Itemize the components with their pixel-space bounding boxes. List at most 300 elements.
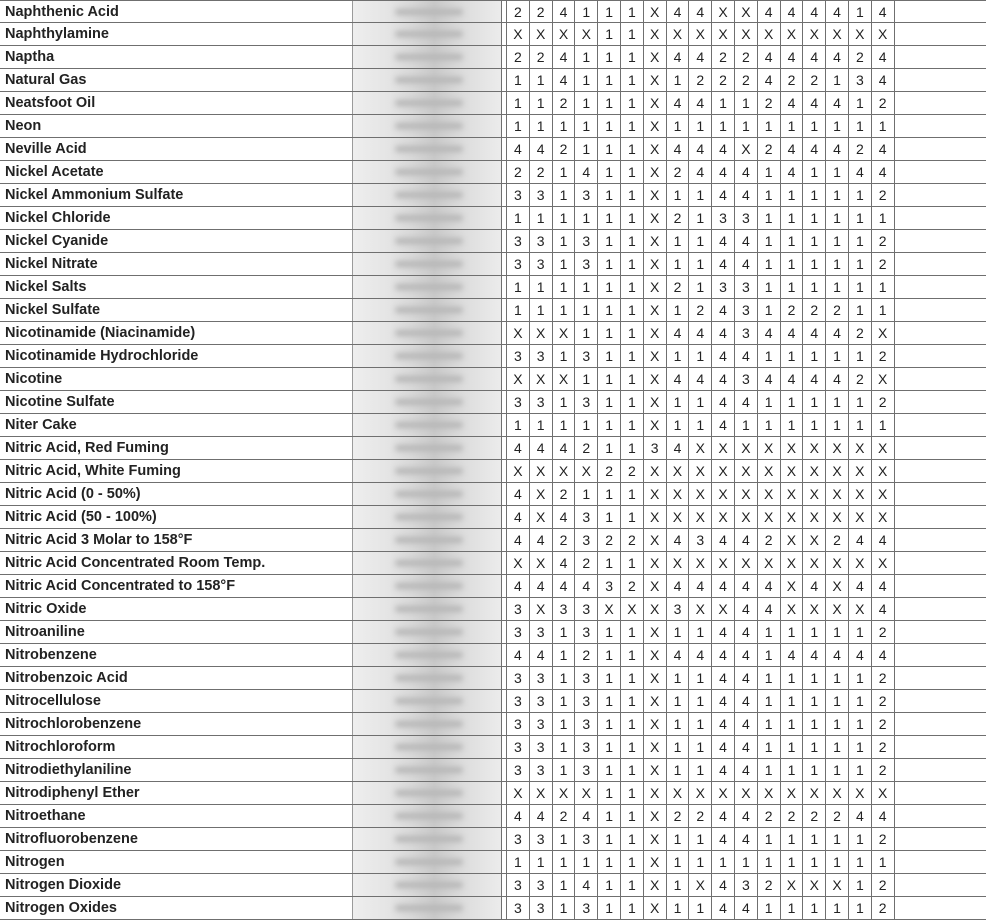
rating-cell: 4 bbox=[712, 138, 735, 160]
rating-cell: X bbox=[872, 23, 895, 45]
rating-cell: 4 bbox=[872, 138, 895, 160]
rating-cell: 3 bbox=[507, 713, 530, 735]
rating-cell: X bbox=[872, 552, 895, 574]
rating-cell: 1 bbox=[872, 851, 895, 873]
rating-cell: 1 bbox=[689, 184, 712, 206]
rating-cell: 1 bbox=[849, 184, 872, 206]
chemical-name: Nickel Chloride bbox=[5, 210, 111, 226]
rating-cell: X bbox=[689, 483, 712, 505]
rating-cell: X bbox=[644, 621, 667, 643]
rating-cell: 1 bbox=[621, 23, 644, 45]
table-row bbox=[0, 552, 986, 575]
chemical-name: Nitrochlorobenzene bbox=[5, 716, 142, 732]
rating-cell: 1 bbox=[598, 1, 621, 22]
rating-cell: 2 bbox=[667, 161, 690, 183]
rating-cell: 4 bbox=[781, 1, 804, 22]
rating-cell: 2 bbox=[849, 46, 872, 68]
rating-cell: 1 bbox=[598, 782, 621, 804]
rating-cell: X bbox=[712, 483, 735, 505]
rating-cell: 2 bbox=[781, 299, 804, 321]
rating-cell: X bbox=[849, 483, 872, 505]
rating-cell: 1 bbox=[803, 828, 826, 850]
chemical-name: Nitroethane bbox=[5, 808, 86, 824]
rating-cell: X bbox=[781, 23, 804, 45]
rating-cell: X bbox=[826, 23, 849, 45]
rating-cell: 1 bbox=[781, 621, 804, 643]
rating-cell: 3 bbox=[575, 828, 598, 850]
chemical-name: Nicotinamide Hydrochloride bbox=[5, 348, 199, 364]
rating-cell: 4 bbox=[735, 759, 758, 781]
rating-cell: 4 bbox=[667, 529, 690, 551]
rating-cell: X bbox=[712, 437, 735, 459]
rating-cell: 1 bbox=[598, 230, 621, 252]
rating-cell: X bbox=[553, 782, 576, 804]
rating-cell: 1 bbox=[826, 713, 849, 735]
rating-cell: X bbox=[781, 529, 804, 551]
rating-cell: X bbox=[644, 1, 667, 22]
rating-cell: 1 bbox=[758, 345, 781, 367]
rating-cell: 4 bbox=[712, 874, 735, 896]
rating-cell: 3 bbox=[507, 759, 530, 781]
rating-cell: 2 bbox=[507, 1, 530, 22]
rating-cell: 4 bbox=[758, 368, 781, 390]
rating-cell: X bbox=[781, 782, 804, 804]
rating-cell: 3 bbox=[575, 345, 598, 367]
rating-cell: 3 bbox=[575, 621, 598, 643]
rating-cell: 1 bbox=[803, 115, 826, 137]
rating-cell: 1 bbox=[849, 345, 872, 367]
rating-cell: 3 bbox=[689, 529, 712, 551]
rating-cell: 1 bbox=[553, 276, 576, 298]
rating-cell: 1 bbox=[598, 483, 621, 505]
rating-cell: 4 bbox=[735, 598, 758, 620]
redacted-cas-number bbox=[352, 184, 502, 206]
rating-cell: X bbox=[849, 23, 872, 45]
chemical-name: Nitroaniline bbox=[5, 624, 85, 640]
rating-cell: 1 bbox=[507, 207, 530, 229]
rating-cell: 2 bbox=[598, 529, 621, 551]
rating-cell: X bbox=[781, 483, 804, 505]
redacted-cas-number bbox=[352, 69, 502, 91]
rating-cell: 3 bbox=[507, 391, 530, 413]
rating-cell: 3 bbox=[507, 598, 530, 620]
rating-cell: X bbox=[553, 368, 576, 390]
rating-cell: 1 bbox=[849, 391, 872, 413]
rating-cell: 1 bbox=[803, 897, 826, 919]
rating-cell: 4 bbox=[689, 46, 712, 68]
rating-cell: 4 bbox=[735, 575, 758, 597]
rating-cell: 1 bbox=[598, 713, 621, 735]
chemical-name: Nickel Nitrate bbox=[5, 256, 98, 272]
rating-cell: 1 bbox=[689, 391, 712, 413]
rating-cell: 1 bbox=[781, 897, 804, 919]
rating-cell: 2 bbox=[575, 552, 598, 574]
rating-cell: 4 bbox=[735, 529, 758, 551]
rating-cell: 1 bbox=[872, 414, 895, 436]
rating-cell: 4 bbox=[712, 713, 735, 735]
redacted-cas-number bbox=[352, 828, 502, 850]
rating-cell: X bbox=[735, 483, 758, 505]
rating-cell: 1 bbox=[689, 667, 712, 689]
rating-cell: 1 bbox=[849, 115, 872, 137]
rating-cell: 4 bbox=[575, 874, 598, 896]
table-row bbox=[0, 598, 986, 621]
chemical-name: Nicotine bbox=[5, 371, 63, 387]
rating-cell: 1 bbox=[621, 828, 644, 850]
redacted-cas-number bbox=[352, 391, 502, 413]
rating-cell: 1 bbox=[803, 345, 826, 367]
rating-cell: 1 bbox=[667, 115, 690, 137]
rating-cell: 1 bbox=[826, 759, 849, 781]
redacted-cas-number bbox=[352, 92, 502, 114]
rating-cell: 1 bbox=[575, 1, 598, 22]
rating-cell: 1 bbox=[758, 828, 781, 850]
rating-cell: 3 bbox=[530, 621, 553, 643]
rating-cell: 3 bbox=[735, 874, 758, 896]
redacted-cas-number bbox=[352, 874, 502, 896]
rating-cell: 1 bbox=[826, 230, 849, 252]
rating-cell: 4 bbox=[758, 322, 781, 344]
rating-cell: X bbox=[507, 23, 530, 45]
rating-cell: 1 bbox=[621, 874, 644, 896]
rating-cell: 4 bbox=[781, 92, 804, 114]
rating-cell: X bbox=[644, 368, 667, 390]
rating-cell: X bbox=[689, 552, 712, 574]
rating-cell: 1 bbox=[803, 713, 826, 735]
redacted-cas-number bbox=[352, 1, 502, 22]
rating-cell: 1 bbox=[553, 621, 576, 643]
rating-cell: 4 bbox=[667, 322, 690, 344]
rating-cell: X bbox=[530, 782, 553, 804]
rating-cell: 3 bbox=[530, 897, 553, 919]
rating-cell: 2 bbox=[735, 46, 758, 68]
rating-cell: X bbox=[849, 460, 872, 482]
rating-cell: 2 bbox=[872, 184, 895, 206]
rating-cell: 1 bbox=[781, 207, 804, 229]
rating-cell: 4 bbox=[758, 46, 781, 68]
rating-cell: 1 bbox=[803, 391, 826, 413]
rating-cell: 4 bbox=[758, 1, 781, 22]
rating-cell: 1 bbox=[621, 483, 644, 505]
rating-cell: 4 bbox=[735, 713, 758, 735]
redacted-cas-number bbox=[352, 598, 502, 620]
rating-cell: 1 bbox=[758, 299, 781, 321]
table-row bbox=[0, 115, 986, 138]
rating-cell: X bbox=[530, 598, 553, 620]
rating-cell: 4 bbox=[758, 575, 781, 597]
chemical-name: Nitrogen bbox=[5, 854, 65, 870]
rating-cell: 4 bbox=[530, 644, 553, 666]
rating-cell: X bbox=[758, 552, 781, 574]
rating-cell: 2 bbox=[872, 391, 895, 413]
rating-cell: X bbox=[644, 598, 667, 620]
rating-cell: 3 bbox=[575, 736, 598, 758]
rating-cell: 1 bbox=[553, 736, 576, 758]
rating-cell: 1 bbox=[781, 828, 804, 850]
rating-cell: 1 bbox=[598, 736, 621, 758]
rating-cell: 1 bbox=[598, 828, 621, 850]
rating-cell: 4 bbox=[826, 368, 849, 390]
rating-cell: 3 bbox=[575, 713, 598, 735]
rating-cell: 4 bbox=[872, 69, 895, 91]
rating-cell: 4 bbox=[735, 230, 758, 252]
rating-cell: 1 bbox=[667, 621, 690, 643]
rating-cell: 1 bbox=[598, 253, 621, 275]
rating-cell: 2 bbox=[849, 322, 872, 344]
rating-cell: X bbox=[849, 598, 872, 620]
rating-cell: 1 bbox=[781, 391, 804, 413]
rating-cell: 4 bbox=[803, 575, 826, 597]
rating-cell: 2 bbox=[849, 368, 872, 390]
redacted-cas-number bbox=[352, 759, 502, 781]
rating-cell: 1 bbox=[849, 1, 872, 22]
rating-cell: X bbox=[530, 506, 553, 528]
redacted-cas-number bbox=[352, 529, 502, 551]
rating-cell: 4 bbox=[872, 1, 895, 22]
rating-cell: X bbox=[872, 437, 895, 459]
rating-cell: 4 bbox=[689, 368, 712, 390]
table-row bbox=[0, 253, 986, 276]
rating-cell: 4 bbox=[781, 644, 804, 666]
redacted-cas-number bbox=[352, 138, 502, 160]
rating-cell: X bbox=[758, 437, 781, 459]
chemical-name: Neville Acid bbox=[5, 141, 87, 157]
rating-cell: 4 bbox=[735, 690, 758, 712]
rating-cell: 1 bbox=[667, 253, 690, 275]
rating-cell: 1 bbox=[621, 115, 644, 137]
rating-cell: 4 bbox=[553, 1, 576, 22]
rating-cell: 1 bbox=[849, 759, 872, 781]
rating-cell: 2 bbox=[758, 805, 781, 827]
chemical-name: Nitric Acid (50 - 100%) bbox=[5, 509, 157, 525]
rating-cell: 1 bbox=[507, 276, 530, 298]
rating-cell: 1 bbox=[575, 69, 598, 91]
rating-cell: 2 bbox=[803, 805, 826, 827]
rating-cell: 4 bbox=[507, 529, 530, 551]
rating-cell: X bbox=[689, 506, 712, 528]
rating-cell: 1 bbox=[758, 667, 781, 689]
rating-cell: 1 bbox=[758, 230, 781, 252]
rating-cell: X bbox=[644, 483, 667, 505]
chemical-name: Nicotine Sulfate bbox=[5, 394, 115, 410]
rating-cell: 4 bbox=[712, 368, 735, 390]
redacted-cas-number bbox=[352, 46, 502, 68]
rating-cell: 1 bbox=[667, 667, 690, 689]
rating-cell: 3 bbox=[712, 207, 735, 229]
rating-cell: 1 bbox=[667, 414, 690, 436]
rating-cell: 3 bbox=[598, 575, 621, 597]
redacted-cas-number bbox=[352, 506, 502, 528]
rating-cell: 1 bbox=[689, 253, 712, 275]
table-row bbox=[0, 437, 986, 460]
rating-cell: 1 bbox=[803, 621, 826, 643]
rating-cell: 1 bbox=[826, 897, 849, 919]
rating-cell: 1 bbox=[553, 874, 576, 896]
rating-cell: 4 bbox=[530, 138, 553, 160]
rating-cell: 1 bbox=[849, 828, 872, 850]
rating-cell: 1 bbox=[598, 184, 621, 206]
table-row bbox=[0, 460, 986, 483]
rating-cell: 3 bbox=[575, 506, 598, 528]
table-row bbox=[0, 759, 986, 782]
rating-cell: 4 bbox=[826, 138, 849, 160]
chemical-name: Nitrofluorobenzene bbox=[5, 831, 138, 847]
rating-cell: 1 bbox=[781, 115, 804, 137]
rating-cell: X bbox=[735, 552, 758, 574]
rating-cell: 1 bbox=[758, 713, 781, 735]
rating-cell: 1 bbox=[621, 207, 644, 229]
rating-cell: 1 bbox=[826, 69, 849, 91]
rating-cell: X bbox=[735, 23, 758, 45]
rating-cell: 4 bbox=[735, 828, 758, 850]
rating-cell: 1 bbox=[667, 184, 690, 206]
rating-cell: 1 bbox=[667, 851, 690, 873]
table-row bbox=[0, 184, 986, 207]
rating-cell: X bbox=[644, 759, 667, 781]
rating-cell: 4 bbox=[553, 437, 576, 459]
rating-cell: 1 bbox=[826, 207, 849, 229]
rating-cell: 4 bbox=[735, 644, 758, 666]
rating-cell: 1 bbox=[667, 345, 690, 367]
rating-cell: X bbox=[689, 23, 712, 45]
chemical-name: Nitric Acid Concentrated to 158°F bbox=[5, 578, 236, 594]
rating-cell: 1 bbox=[621, 161, 644, 183]
redacted-cas-number bbox=[352, 253, 502, 275]
rating-cell: 3 bbox=[575, 690, 598, 712]
rating-cell: 1 bbox=[758, 161, 781, 183]
rating-cell: X bbox=[530, 552, 553, 574]
rating-cell: X bbox=[826, 782, 849, 804]
rating-cell: 1 bbox=[667, 736, 690, 758]
rating-cell: X bbox=[689, 874, 712, 896]
rating-cell: X bbox=[735, 460, 758, 482]
table-row bbox=[0, 897, 986, 920]
rating-cell: 1 bbox=[826, 184, 849, 206]
rating-cell: 1 bbox=[598, 644, 621, 666]
rating-cell: 4 bbox=[553, 506, 576, 528]
rating-cell: X bbox=[712, 506, 735, 528]
chemical-name: Natural Gas bbox=[5, 72, 87, 88]
rating-cell: 2 bbox=[758, 92, 781, 114]
chemical-name: Nitrogen Dioxide bbox=[5, 877, 122, 893]
rating-cell: 2 bbox=[530, 46, 553, 68]
rating-cell: 2 bbox=[621, 460, 644, 482]
rating-cell: X bbox=[781, 437, 804, 459]
rating-cell: 3 bbox=[575, 667, 598, 689]
rating-cell: 1 bbox=[530, 414, 553, 436]
rating-cell: 1 bbox=[803, 690, 826, 712]
rating-cell: X bbox=[667, 552, 690, 574]
rating-cell: 3 bbox=[575, 391, 598, 413]
chemical-name: Nickel Cyanide bbox=[5, 233, 109, 249]
rating-cell: 1 bbox=[621, 391, 644, 413]
rating-cell: 1 bbox=[758, 644, 781, 666]
rating-cell: 4 bbox=[781, 46, 804, 68]
rating-cell: 4 bbox=[872, 46, 895, 68]
rating-cell: 4 bbox=[712, 230, 735, 252]
rating-cell: 1 bbox=[849, 230, 872, 252]
table-row bbox=[0, 368, 986, 391]
rating-cell: X bbox=[712, 460, 735, 482]
rating-cell: 2 bbox=[758, 874, 781, 896]
rating-cell: 4 bbox=[712, 299, 735, 321]
table-row bbox=[0, 92, 986, 115]
table-row bbox=[0, 690, 986, 713]
rating-cell: X bbox=[735, 506, 758, 528]
rating-cell: 1 bbox=[781, 184, 804, 206]
rating-cell: 1 bbox=[712, 92, 735, 114]
rating-cell: 1 bbox=[849, 276, 872, 298]
rating-cell: 3 bbox=[712, 276, 735, 298]
table-row bbox=[0, 805, 986, 828]
rating-cell: 4 bbox=[689, 138, 712, 160]
rating-cell: 3 bbox=[507, 690, 530, 712]
rating-cell: X bbox=[667, 782, 690, 804]
rating-cell: 1 bbox=[758, 276, 781, 298]
rating-cell: 1 bbox=[849, 299, 872, 321]
rating-cell: 1 bbox=[575, 207, 598, 229]
rating-cell: 1 bbox=[553, 644, 576, 666]
rating-cell: 1 bbox=[689, 828, 712, 850]
rating-cell: 4 bbox=[553, 552, 576, 574]
rating-cell: 4 bbox=[849, 644, 872, 666]
table-row bbox=[0, 276, 986, 299]
rating-cell: 1 bbox=[689, 230, 712, 252]
rating-cell: 4 bbox=[712, 759, 735, 781]
table-row bbox=[0, 23, 986, 46]
rating-cell: 1 bbox=[553, 115, 576, 137]
rating-cell: 1 bbox=[507, 414, 530, 436]
chemical-name: Nitrodiphenyl Ether bbox=[5, 785, 140, 801]
rating-cell: 1 bbox=[621, 713, 644, 735]
rating-cell: X bbox=[826, 598, 849, 620]
rating-cell: 4 bbox=[872, 644, 895, 666]
rating-cell: 1 bbox=[621, 299, 644, 321]
rating-cell: X bbox=[644, 322, 667, 344]
rating-cell: 1 bbox=[621, 184, 644, 206]
rating-cell: 1 bbox=[598, 368, 621, 390]
rating-cell: X bbox=[826, 575, 849, 597]
redacted-cas-number bbox=[352, 713, 502, 735]
rating-cell: 4 bbox=[689, 322, 712, 344]
rating-cell: 4 bbox=[803, 644, 826, 666]
rating-cell: 4 bbox=[575, 161, 598, 183]
rating-cell: 2 bbox=[507, 46, 530, 68]
rating-cell: 1 bbox=[598, 414, 621, 436]
rating-cell: X bbox=[644, 782, 667, 804]
rating-cell: X bbox=[758, 460, 781, 482]
chemical-name: Nitric Acid 3 Molar to 158°F bbox=[5, 532, 193, 548]
rating-cell: 1 bbox=[712, 115, 735, 137]
chemical-name: Naphthenic Acid bbox=[5, 4, 119, 20]
rating-cell: 2 bbox=[872, 874, 895, 896]
rating-cell: 2 bbox=[803, 69, 826, 91]
rating-cell: 4 bbox=[872, 805, 895, 827]
rating-cell: 4 bbox=[507, 138, 530, 160]
rating-cell: 1 bbox=[598, 161, 621, 183]
redacted-cas-number bbox=[352, 115, 502, 137]
rating-cell: 3 bbox=[575, 230, 598, 252]
rating-cell: 1 bbox=[621, 92, 644, 114]
redacted-cas-number bbox=[352, 552, 502, 574]
rating-cell: 2 bbox=[621, 529, 644, 551]
rating-cell: 1 bbox=[667, 713, 690, 735]
rating-cell: 1 bbox=[781, 759, 804, 781]
rating-cell: 1 bbox=[689, 851, 712, 873]
rating-cell: 3 bbox=[575, 184, 598, 206]
rating-cell: 4 bbox=[735, 253, 758, 275]
rating-cell: 1 bbox=[826, 345, 849, 367]
